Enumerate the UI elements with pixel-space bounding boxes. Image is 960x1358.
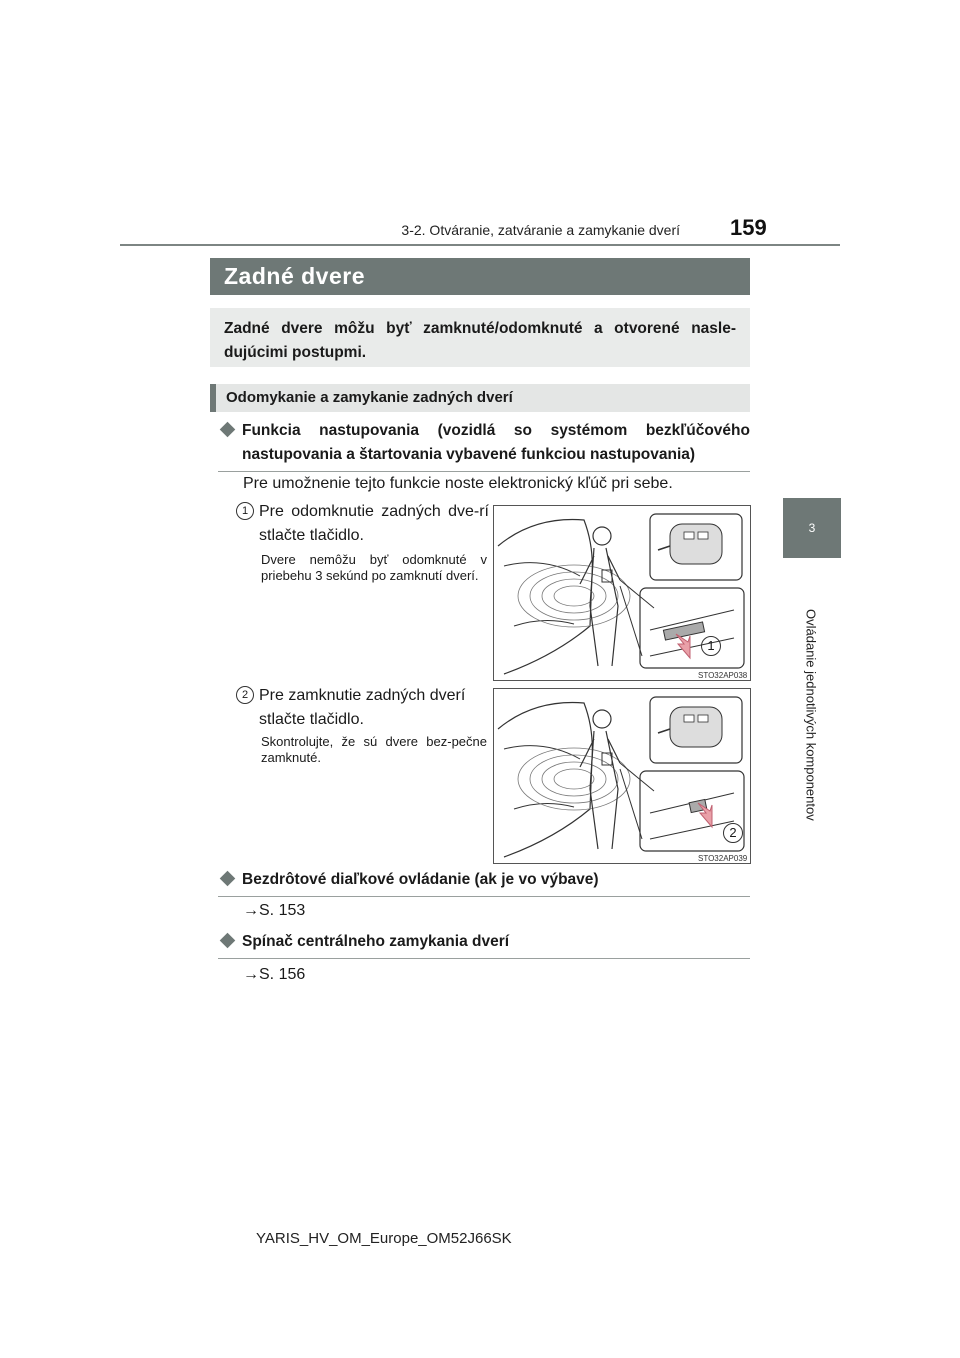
illustration-callout: 1 bbox=[701, 636, 721, 656]
subsection-title: Odomykanie a zamykanie zadných dverí bbox=[210, 384, 750, 412]
diamond-bullet-icon bbox=[220, 933, 236, 949]
illustration-code: STO32AP039 bbox=[698, 854, 748, 863]
illustration-unlock-tailgate bbox=[493, 505, 751, 681]
header-rule bbox=[120, 244, 840, 246]
step-note: Skontrolujte, že sú dvere bez-pečne zamknuté. bbox=[261, 734, 487, 765]
bullet-heading-entry-function bbox=[218, 419, 750, 472]
running-header-section: 3-2. Otváranie, zatváranie a zamykanie dverí bbox=[401, 222, 680, 238]
illustration-callout: 2 bbox=[723, 823, 743, 843]
page-title: Zadné dvere bbox=[210, 258, 750, 295]
step-instruction: Pre odomknutie zadných dve-rí stlačte tlačidlo. bbox=[259, 503, 489, 544]
step-instruction: Pre zamknutie zadných dverí stlačte tlačidlo. bbox=[259, 687, 466, 728]
document-footer-code: YARIS_HV_OM_Europe_OM52J66SK bbox=[256, 1230, 512, 1247]
bullet-heading-text: Funkcia nastupovania (vozidlá so systémom bezkľúčového nastupovania a štartovania vybavené funkciou nastupovania) bbox=[242, 422, 750, 463]
bullet-heading-text: Bezdrôtové diaľkové ovládanie (ak je vo výbave) bbox=[242, 871, 599, 888]
intro-panel: Zadné dvere môžu byť zamknuté/odomknuté a otvorené nasle-dujúcimi postupmi. bbox=[210, 308, 750, 367]
illustration-code: STO32AP038 bbox=[698, 671, 748, 680]
tailgate-scene-icon bbox=[494, 689, 750, 863]
chapter-number: 3 bbox=[808, 521, 816, 535]
diamond-bullet-icon bbox=[220, 422, 236, 438]
page-reference-link[interactable]: →S. 156 bbox=[243, 966, 306, 983]
page-number: 159 bbox=[730, 215, 767, 240]
page-reference-link[interactable]: →S. 153 bbox=[243, 902, 306, 919]
illustration-lock-tailgate bbox=[493, 688, 751, 864]
step-number-circle: 2 bbox=[236, 686, 254, 704]
chapter-title-vertical bbox=[781, 560, 841, 870]
bullet-heading-central-lock bbox=[218, 930, 750, 959]
bullet-body-text: Pre umožnenie tejto funkcie noste elektronický kľúč pri sebe. bbox=[243, 475, 673, 492]
chapter-tab bbox=[783, 498, 841, 558]
diamond-bullet-icon bbox=[220, 871, 236, 887]
bullet-heading-remote bbox=[218, 868, 750, 897]
step-note: Dvere nemôžu byť odomknuté v priebehu 3 sekúnd po zamknutí dverí. bbox=[261, 552, 487, 583]
step-number-circle: 1 bbox=[236, 502, 254, 520]
chapter-title: Ovládanie jednotlivých komponentov bbox=[803, 609, 819, 821]
bullet-heading-text: Spínač centrálneho zamykania dverí bbox=[242, 933, 510, 950]
